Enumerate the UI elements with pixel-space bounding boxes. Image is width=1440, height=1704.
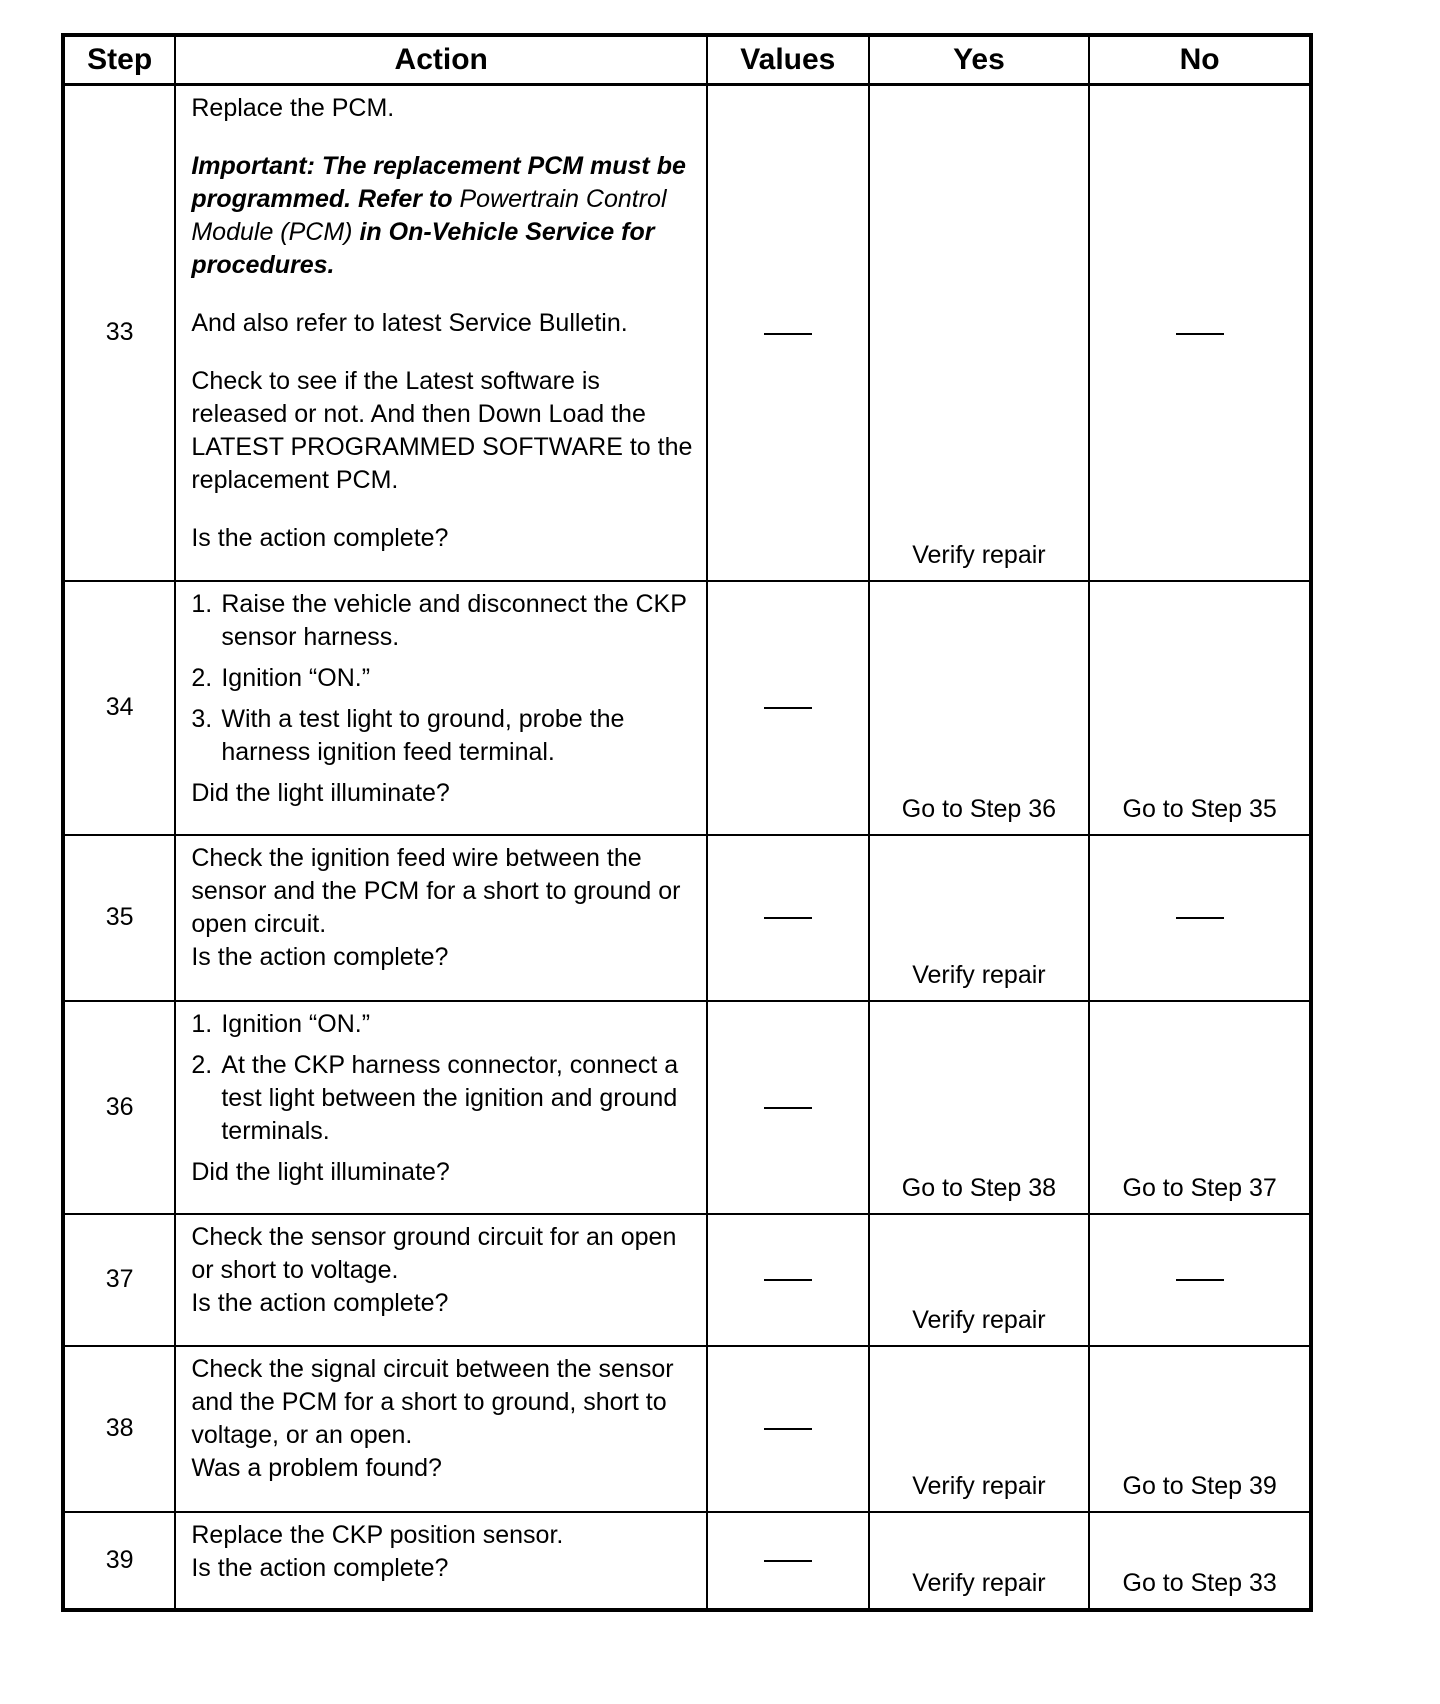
action-question: Did the light illuminate? (191, 778, 450, 807)
list-item (191, 1008, 694, 1041)
list-item (191, 588, 694, 654)
action-text: Replace the CKP position sensor. (191, 1520, 564, 1549)
action-steps (191, 588, 694, 769)
no-cell: Go to Step 39 (1089, 1346, 1311, 1512)
list-item-text: At the CKP harness connector, connect a test light between the ignition and ground terminals. (221, 1050, 679, 1145)
list-item (191, 1049, 694, 1148)
values-cell (707, 1346, 869, 1512)
dash-mark (1176, 1279, 1224, 1281)
no-cell: Go to Step 37 (1089, 1001, 1311, 1214)
yes-cell: Go to Step 36 (869, 581, 1090, 835)
action-question: Did the light illuminate? (191, 1157, 450, 1186)
step-number: 33 (63, 85, 175, 581)
header-step: Step (63, 35, 175, 85)
list-item-number: 3. (191, 704, 213, 733)
action-question: Is the action complete? (191, 1553, 449, 1582)
no-cell (1089, 1214, 1311, 1346)
table-row-step-34 (63, 581, 1311, 835)
action-cell (175, 581, 707, 835)
header-no: No (1089, 35, 1311, 85)
dash-mark (764, 333, 812, 335)
header-row (63, 35, 1311, 85)
important-note (191, 150, 694, 282)
list-item-text: With a test light to ground, probe the harness ignition feed terminal. (221, 704, 625, 766)
header-yes: Yes (869, 35, 1090, 85)
step-number: 36 (63, 1001, 175, 1214)
list-item (191, 703, 694, 769)
values-cell (707, 85, 869, 581)
no-cell (1089, 85, 1311, 581)
table-row-step-39 (63, 1512, 1311, 1610)
diagnostic-table (61, 33, 1313, 1612)
dash-mark (764, 1279, 812, 1281)
values-cell (707, 835, 869, 1001)
list-item-text: Ignition “ON.” (221, 663, 371, 692)
yes-cell: Verify repair (869, 835, 1090, 1001)
yes-cell: Go to Step 38 (869, 1001, 1090, 1214)
action-cell (175, 1001, 707, 1214)
dash-mark (764, 1560, 812, 1562)
dash-mark (1176, 917, 1224, 919)
dash-mark (1176, 333, 1224, 335)
table-row-step-36 (63, 1001, 1311, 1214)
list-item-number: 2. (191, 663, 213, 692)
action-question: Is the action complete? (191, 1288, 449, 1317)
header-values: Values (707, 35, 869, 85)
action-cell (175, 1346, 707, 1512)
list-item-number: 1. (191, 1009, 213, 1038)
action-text: Check the signal circuit between the sensor and the PCM for a short to ground, short to voltage, or an open. (191, 1354, 674, 1449)
yes-cell: Verify repair (869, 1512, 1090, 1610)
table-row-step-37 (63, 1214, 1311, 1346)
action-text: Check the ignition feed wire between the sensor and the PCM for a short to ground or open circuit. (191, 843, 681, 938)
values-cell (707, 1512, 869, 1610)
action-cell (175, 1512, 707, 1610)
yes-cell: Verify repair (869, 1346, 1090, 1512)
list-item-text: Ignition “ON.” (221, 1009, 371, 1038)
list-item-number: 2. (191, 1050, 213, 1079)
dash-mark (764, 1428, 812, 1430)
yes-cell: Verify repair (869, 85, 1090, 581)
action-question: Is the action complete? (191, 942, 449, 971)
header-action: Action (175, 35, 707, 85)
values-cell (707, 1001, 869, 1214)
table-row-step-33 (63, 85, 1311, 581)
important-note-lead: Important: The replacement PCM must be programmed. Refer to (191, 152, 686, 213)
action-cell (175, 835, 707, 1001)
action-text: Replace the PCM. (191, 94, 395, 122)
no-cell: Go to Step 35 (1089, 581, 1311, 835)
important-note-tail: in On-Vehicle Service for procedures. (191, 218, 655, 279)
list-item-number: 1. (191, 589, 213, 618)
step-number: 39 (63, 1512, 175, 1610)
yes-cell: Verify repair (869, 1214, 1090, 1346)
table-row-step-35 (63, 835, 1311, 1001)
step-number: 35 (63, 835, 175, 1001)
no-cell: Go to Step 33 (1089, 1512, 1311, 1610)
action-question: Was a problem found? (191, 1453, 442, 1482)
dash-mark (764, 707, 812, 709)
step-number: 37 (63, 1214, 175, 1346)
dash-mark (764, 1107, 812, 1109)
dash-mark (764, 917, 812, 919)
list-item (191, 662, 694, 695)
step-number: 34 (63, 581, 175, 835)
action-cell (175, 1214, 707, 1346)
important-note-reference: Powertrain Control Module (PCM) (191, 185, 667, 246)
table-row-step-38 (63, 1346, 1311, 1512)
action-steps (191, 1008, 694, 1148)
values-cell (707, 1214, 869, 1346)
list-item-text: Raise the vehicle and disconnect the CKP sensor harness. (221, 589, 687, 651)
step-number: 38 (63, 1346, 175, 1512)
no-cell (1089, 835, 1311, 1001)
action-question: Is the action complete? (191, 524, 449, 552)
values-cell (707, 581, 869, 835)
action-text: Check the sensor ground circuit for an open or short to voltage. (191, 1222, 677, 1284)
action-cell (175, 85, 707, 581)
action-text: Check to see if the Latest software is released or not. And then Down Load the LATEST PROGRAMMED SOFTWARE to the replacement PCM. (191, 367, 693, 494)
action-text: And also refer to latest Service Bulletin. (191, 309, 628, 337)
